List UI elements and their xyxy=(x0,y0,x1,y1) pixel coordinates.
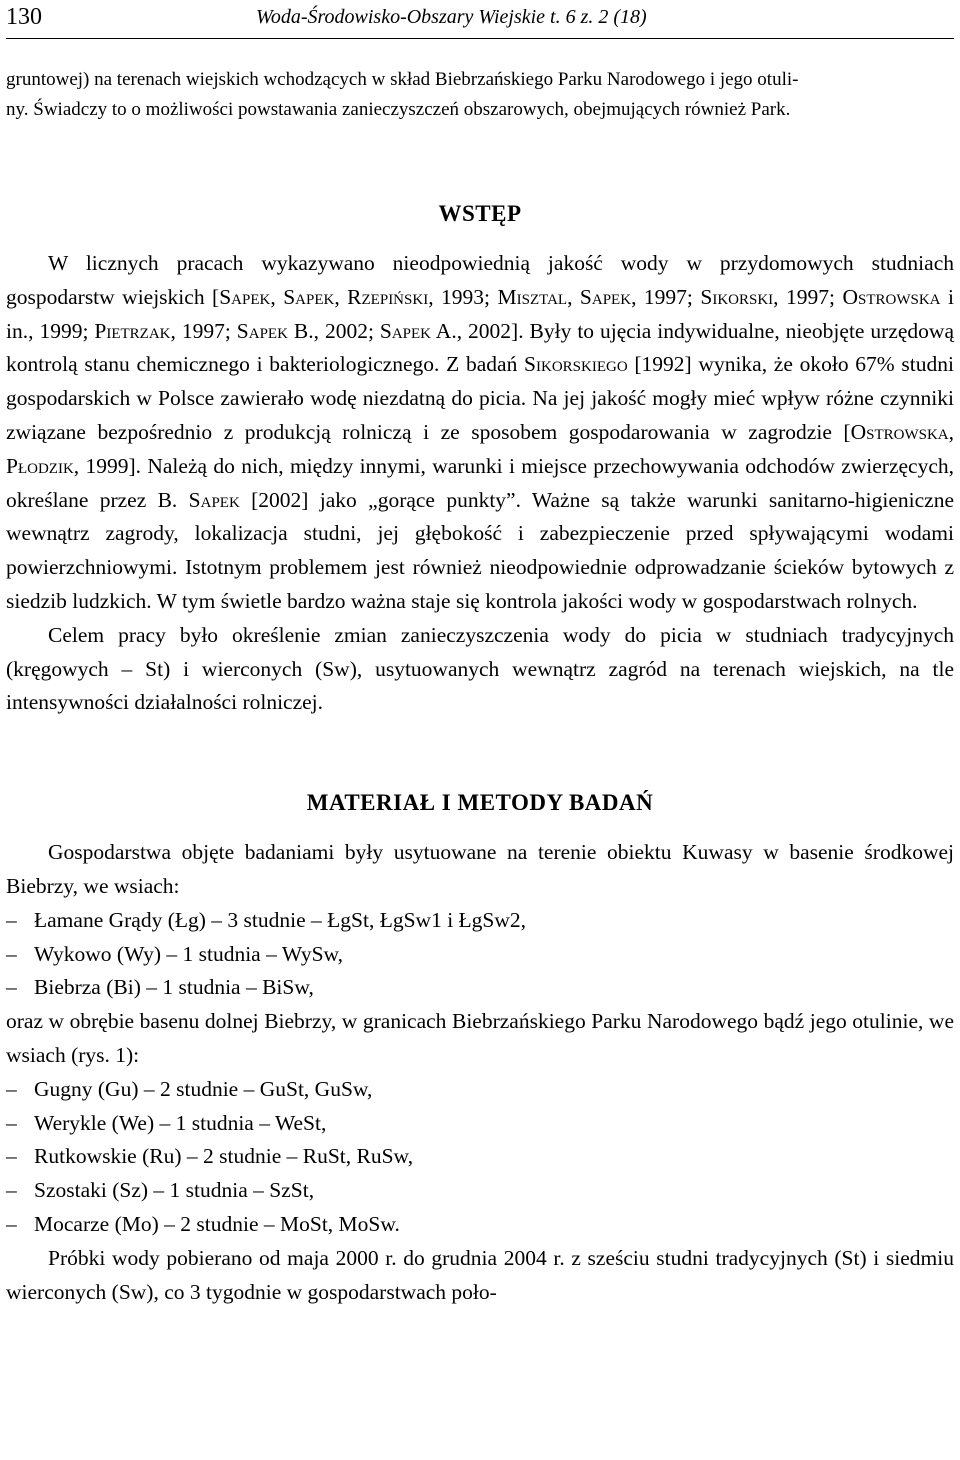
village-list-middle-basin xyxy=(6,904,954,1005)
list-item: – Gugny (Gu) – 2 studnie – GuSt, GuSw, xyxy=(6,1073,954,1107)
citation-authors: Sapek A. xyxy=(379,318,457,343)
list-item: – Biebrza (Bi) – 1 studnia – BiSw, xyxy=(6,971,954,1005)
text-run: , 2002; xyxy=(313,318,380,343)
text-run: i in., 1999; xyxy=(6,284,954,343)
methods-paragraph-1: Gospodarstwa objęte badaniami były usytuowane na terenie obiektu Kuwasy w basenie środkowej Biebrzy, we wsiach: xyxy=(6,840,954,898)
text-run: , 1993; xyxy=(428,284,498,309)
text-run: , 2002]. Były to ujęcia indywidualne, nieobjęte urzędową kontrolą stanu chemicznego i bakteriologicznego. Z badań xyxy=(6,318,954,377)
citation-authors: Sapek B. xyxy=(236,318,314,343)
text-run: [2002] jako „gorące punkty”. Ważne są także warunki sanitarno-higieniczne wewnątrz zagrody, lokalizacja studni, jej głębokość i zabezpieczenie przed spływającymi wodami powierzchniowymi. Istotnym problemem jest również nieodpowiednie odprowadzanie ścieków bytowych z siedzib ludzkich. W tym świetle bardzo ważna staje się kontrola jakości wody w gospodarstwach rolnych. xyxy=(6,487,954,613)
citation-authors: Sikorskiego xyxy=(524,352,628,377)
list-item: – Rutkowskie (Ru) – 2 studnie – RuSt, RuSw, xyxy=(6,1140,954,1174)
introduction-section xyxy=(6,247,954,720)
section-heading-methods: MATERIAŁ I METODY BADAŃ xyxy=(306,790,654,816)
intro-line-1: gruntowej) na terenach wiejskich wchodzących w skład Biebrzańskiego Parku Narodowego i jego otuli- xyxy=(6,69,799,90)
citation-authors: Sapek xyxy=(188,487,240,512)
text-run: , 1997; xyxy=(631,284,701,309)
text-run: , 1997; xyxy=(170,318,237,343)
citation-authors: Ostrowska xyxy=(842,284,941,309)
village-list-lower-basin xyxy=(6,1073,954,1242)
introduction-paragraph-2: Celem pracy było określenie zmian zanieczyszczenia wody do picia w studniach tradycyjnych (kręgowych – St) i wierconych (Sw), usytuowanych wewnątrz zagród na terenach wiejskich, na tle intensywności działalności rolniczej. xyxy=(6,622,954,715)
citation-authors: Misztal, Sapek xyxy=(497,284,632,309)
intro-line-2: ny. Świadczy to o możliwości powstawania zanieczyszczeń obszarowych, obejmujących również Park. xyxy=(6,99,791,120)
citation-authors: Sikorski xyxy=(700,284,774,309)
citation-authors: Sapek, Sapek, Rzepiński xyxy=(219,284,429,309)
intro-paragraph xyxy=(6,65,954,125)
text-run: , 1997; xyxy=(773,284,843,309)
citation-authors: Ostrowska, Płodzik xyxy=(6,419,954,478)
text-run: , 1999]. Należą do nich, między innymi, warunki i miejsce przechowywania odchodów zwierzęcych, określane przez B. xyxy=(6,453,954,512)
journal-title: Woda-Środowisko-Obszary Wiejskie t. 6 z. 2 (18) xyxy=(256,6,647,28)
methods-section xyxy=(6,836,954,1309)
list-item: – Wykowo (Wy) – 1 studnia – WySw, xyxy=(6,938,954,972)
text-run: W licznych pracach wykazywano nieodpowiednią jakość wody w przydomowych studniach gospodarstw wiejskich [ xyxy=(6,251,954,309)
list-item: – Mocarze (Mo) – 2 studnie – MoSt, MoSw. xyxy=(6,1208,954,1242)
text-run: [1992] wynika, że około 67% studni gospodarskich w Polsce zawierało wodę niezdatną do picia. Na jej jakość mogły mieć wpływ różne czynniki związane bezpośrednio z produkcją rolniczą i ze sposobem gospodarowania w zagrodzie [ xyxy=(6,352,954,444)
list-item: – Werykle (We) – 1 studnia – WeSt, xyxy=(6,1107,954,1141)
citation-authors: Pietrzak xyxy=(94,318,171,343)
introduction-paragraph-1 xyxy=(6,247,954,619)
methods-paragraph-3: Próbki wody pobierano od maja 2000 r. do grudnia 2004 r. z sześciu studni tradycyjnych (St) i siedmiu wierconych (Sw), co 3 tygodnie w gospodarstwach poło- xyxy=(6,1245,954,1304)
document-page xyxy=(6,0,954,1309)
list-item: – Szostaki (Sz) – 1 studnia – SzSt, xyxy=(6,1174,954,1208)
list-item: – Łamane Grądy (Łg) – 3 studnie – ŁgSt, ŁgSw1 i ŁgSw2, xyxy=(6,904,954,938)
running-header xyxy=(6,0,954,39)
section-heading-introduction: WSTĘP xyxy=(438,201,522,226)
methods-paragraph-2: oraz w obrębie basenu dolnej Biebrzy, w granicach Biebrzańskiego Parku Narodowego bądź jego otulinie, we wsiach (rys. 1): xyxy=(6,1009,954,1067)
page-number: 130 xyxy=(6,4,42,30)
